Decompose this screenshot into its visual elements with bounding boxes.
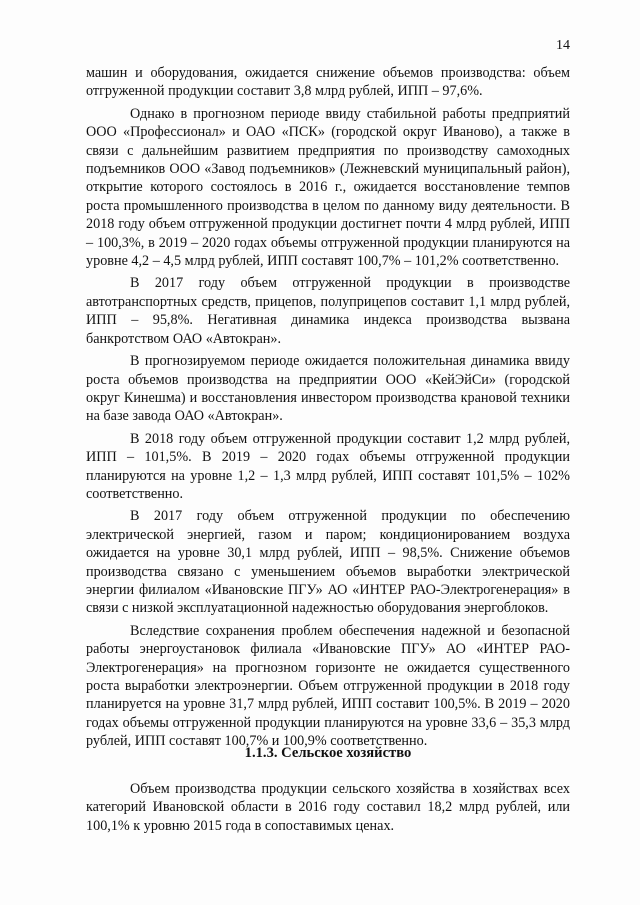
paragraph: В прогнозируемом периоде ожидается положительная динамика ввиду роста объемов производства на предприятии ООО «КейЭйСи» (городской округ Кинешма) и восстановления инвестором производства крановой техники на базе завода ОАО «Автокран». — [86, 353, 570, 425]
page-number: 14 — [556, 38, 570, 53]
paragraph-continuation: машин и оборудования, ожидается снижение объемов производства: объем отгруженной продукции составит 3,8 млрд рублей, ИПП – 97,6%. — [86, 65, 570, 100]
paragraph: Объем производства продукции сельского хозяйства в хозяйствах всех категорий Ивановской области в 2016 году составил 18,2 млрд рублей, или 100,1% к уровню 2015 года в сопоставимых ценах. — [86, 781, 570, 834]
section-body — [86, 780, 570, 835]
paragraph: Однако в прогнозном периоде ввиду стабильной работы предприятий ООО «Профессионал» и ОАО «ПСК» (городской округ Иваново), а также в связи с дальнейшим развитием предприятия по производству самоходных подъемников ООО «Завод подъемников» (Лежневский муниципальный район), открытие которого состоялось в 2016 г., ожидается восстановление темпов роста промышленного производства в целом по данному виду деятельности. В 2018 году объем отгруженной продукции достигнет почти 4 млрд рублей, ИПП – 100,3%, в 2019 – 2020 годах объемы отгруженной продукции планируются на уровне 4,2 – 4,5 млрд рублей, ИПП составят 100,7% – 101,2% соответственно. — [86, 105, 570, 270]
paragraph: В 2018 году объем отгруженной продукции составит 1,2 млрд рублей, ИПП – 101,5%. В 2019 – 2020 годах объемы отгруженной продукции планируются на уровне 1,2 – 1,3 млрд рублей, ИПП составят 101,5% – 102% соответственно. — [86, 430, 570, 502]
paragraph: В 2017 году объем отгруженной продукции в производстве автотранспортных средств, прицепов, полуприцепов составит 1,1 млрд рублей, ИПП – 95,8%. Негативная динамика индекса производства вызвана банкротством ОАО «Автокран». — [86, 275, 570, 347]
body-text — [86, 64, 570, 751]
section-heading: 1.1.3. Сельское хозяйство — [244, 745, 412, 761]
paragraph: В 2017 году объем отгруженной продукции по обеспечению электрической энергией, газом и паром; кондиционированием воздуха ожидается на уровне 30,1 млрд рублей, ИПП – 98,5%. Снижение объемов производства связано с уменьшением объемов выработки электрической энергии филиалом «Ивановские ПГУ» АО «ИНТЕР РАО-Электрогенерация» в связи с низкой эксплуатационной надежностью оборудования энергоблоков. — [86, 508, 570, 617]
paragraph: Вследствие сохранения проблем обеспечения надежной и безопасной работы энергоустановок филиала «Ивановские ПГУ» АО «ИНТЕР РАО-Электрогенерация» на прогнозном горизонте не ожидается существенного роста выработки электроэнергии. Объем отгруженной продукции в 2018 году планируется на уровне 31,7 млрд рублей, ИПП составит 100,5%. В 2019 – 2020 годах объемы отгруженной продукции планируются на уровне 33,6 – 35,3 млрд рублей, ИПП составят 100,7% и 100,9% соответственно. — [86, 622, 570, 750]
